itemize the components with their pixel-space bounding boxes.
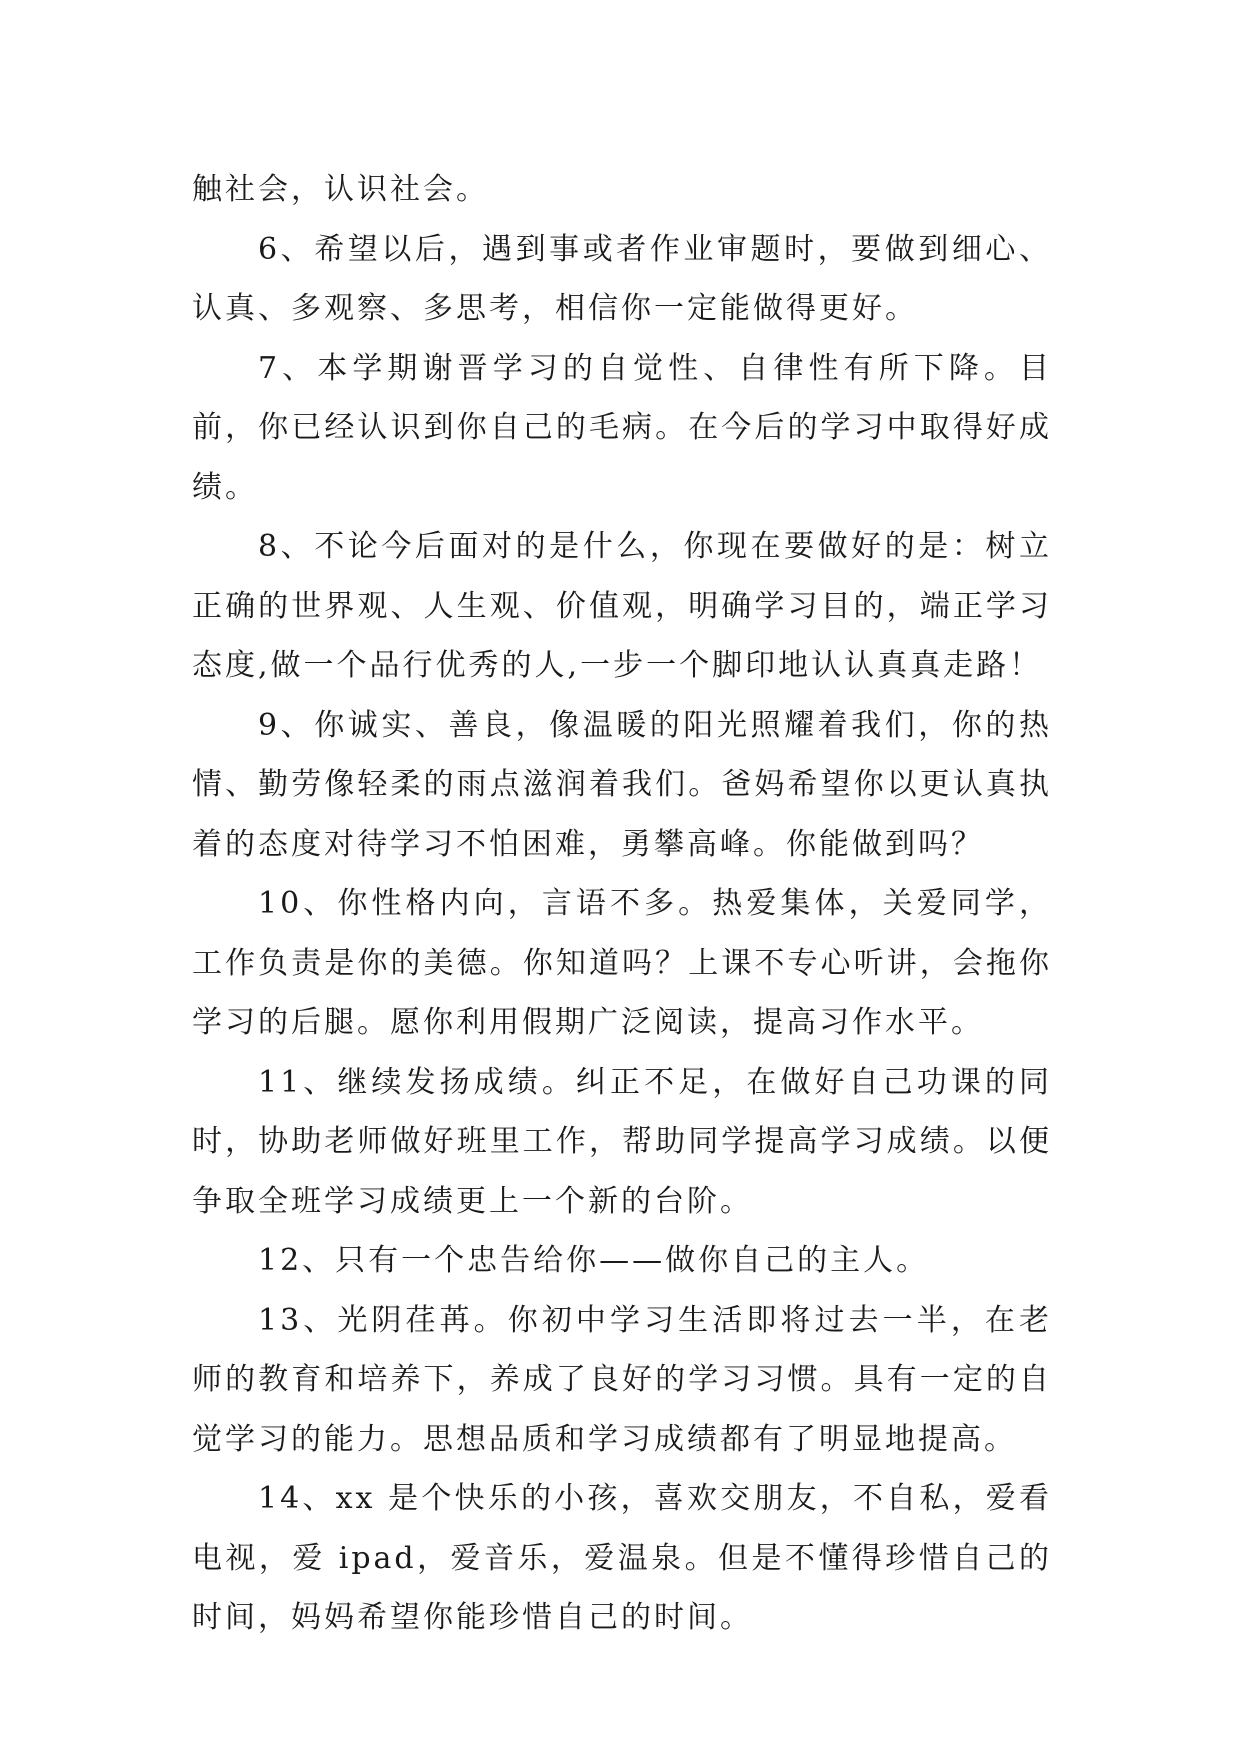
paragraph: 7、本学期谢晋学习的自觉性、自律性有所下降。目前，你已经认识到你自己的毛病。在今后的学习中取得好成绩。 — [192, 350, 1052, 505]
paragraph: 12、只有一个忠告给你——做你自己的主人。 — [258, 1243, 930, 1278]
paragraph: 触社会，认识社会。 — [192, 172, 489, 207]
paragraph: 11、继续发扬成绩。纠正不足，在做好自己功课的同时，协助老师做好班里工作，帮助同学提高学习成绩。以便争取全班学习成绩更上一个新的台阶。 — [192, 1064, 1052, 1219]
paragraph: 14、xx 是个快乐的小孩，喜欢交朋友，不自私，爱看电视，爱 ipad，爱音乐，爱温泉。但是不懂得珍惜自己的时间，妈妈希望你能珍惜自己的时间。 — [192, 1481, 1052, 1635]
paragraph: 13、光阴荏苒。你初中学习生活即将过去一半，在老师的教育和培养下，养成了良好的学习习惯。具有一定的自觉学习的能力。思想品质和学习成绩都有了明显地提高。 — [192, 1302, 1052, 1457]
paragraph: 9、你诚实、善良，像温暖的阳光照耀着我们，你的热情、勤劳像轻柔的雨点滋润着我们。爸妈希望你以更认真执着的态度对待学习不怕困难，勇攀高峰。你能做到吗？ — [192, 707, 1052, 862]
paragraph: 8、不论今后面对的是什么，你现在要做好的是：树立正确的世界观、人生观、价值观，明确学习目的，端正学习态度,做一个品行优秀的人,一步一个脚印地认认真真走路！ — [192, 529, 1052, 683]
document-page — [192, 160, 1052, 1648]
paragraph: 10、你性格内向，言语不多。热爱集体，关爱同学，工作负责是你的美德。你知道吗？上课不专心听讲，会拖你学习的后腿。愿你利用假期广泛阅读，提高习作水平。 — [192, 886, 1052, 1040]
paragraph: 6、希望以后，遇到事或者作业审题时，要做到细心、认真、多观察、多思考，相信你一定能做得更好。 — [192, 231, 1052, 326]
